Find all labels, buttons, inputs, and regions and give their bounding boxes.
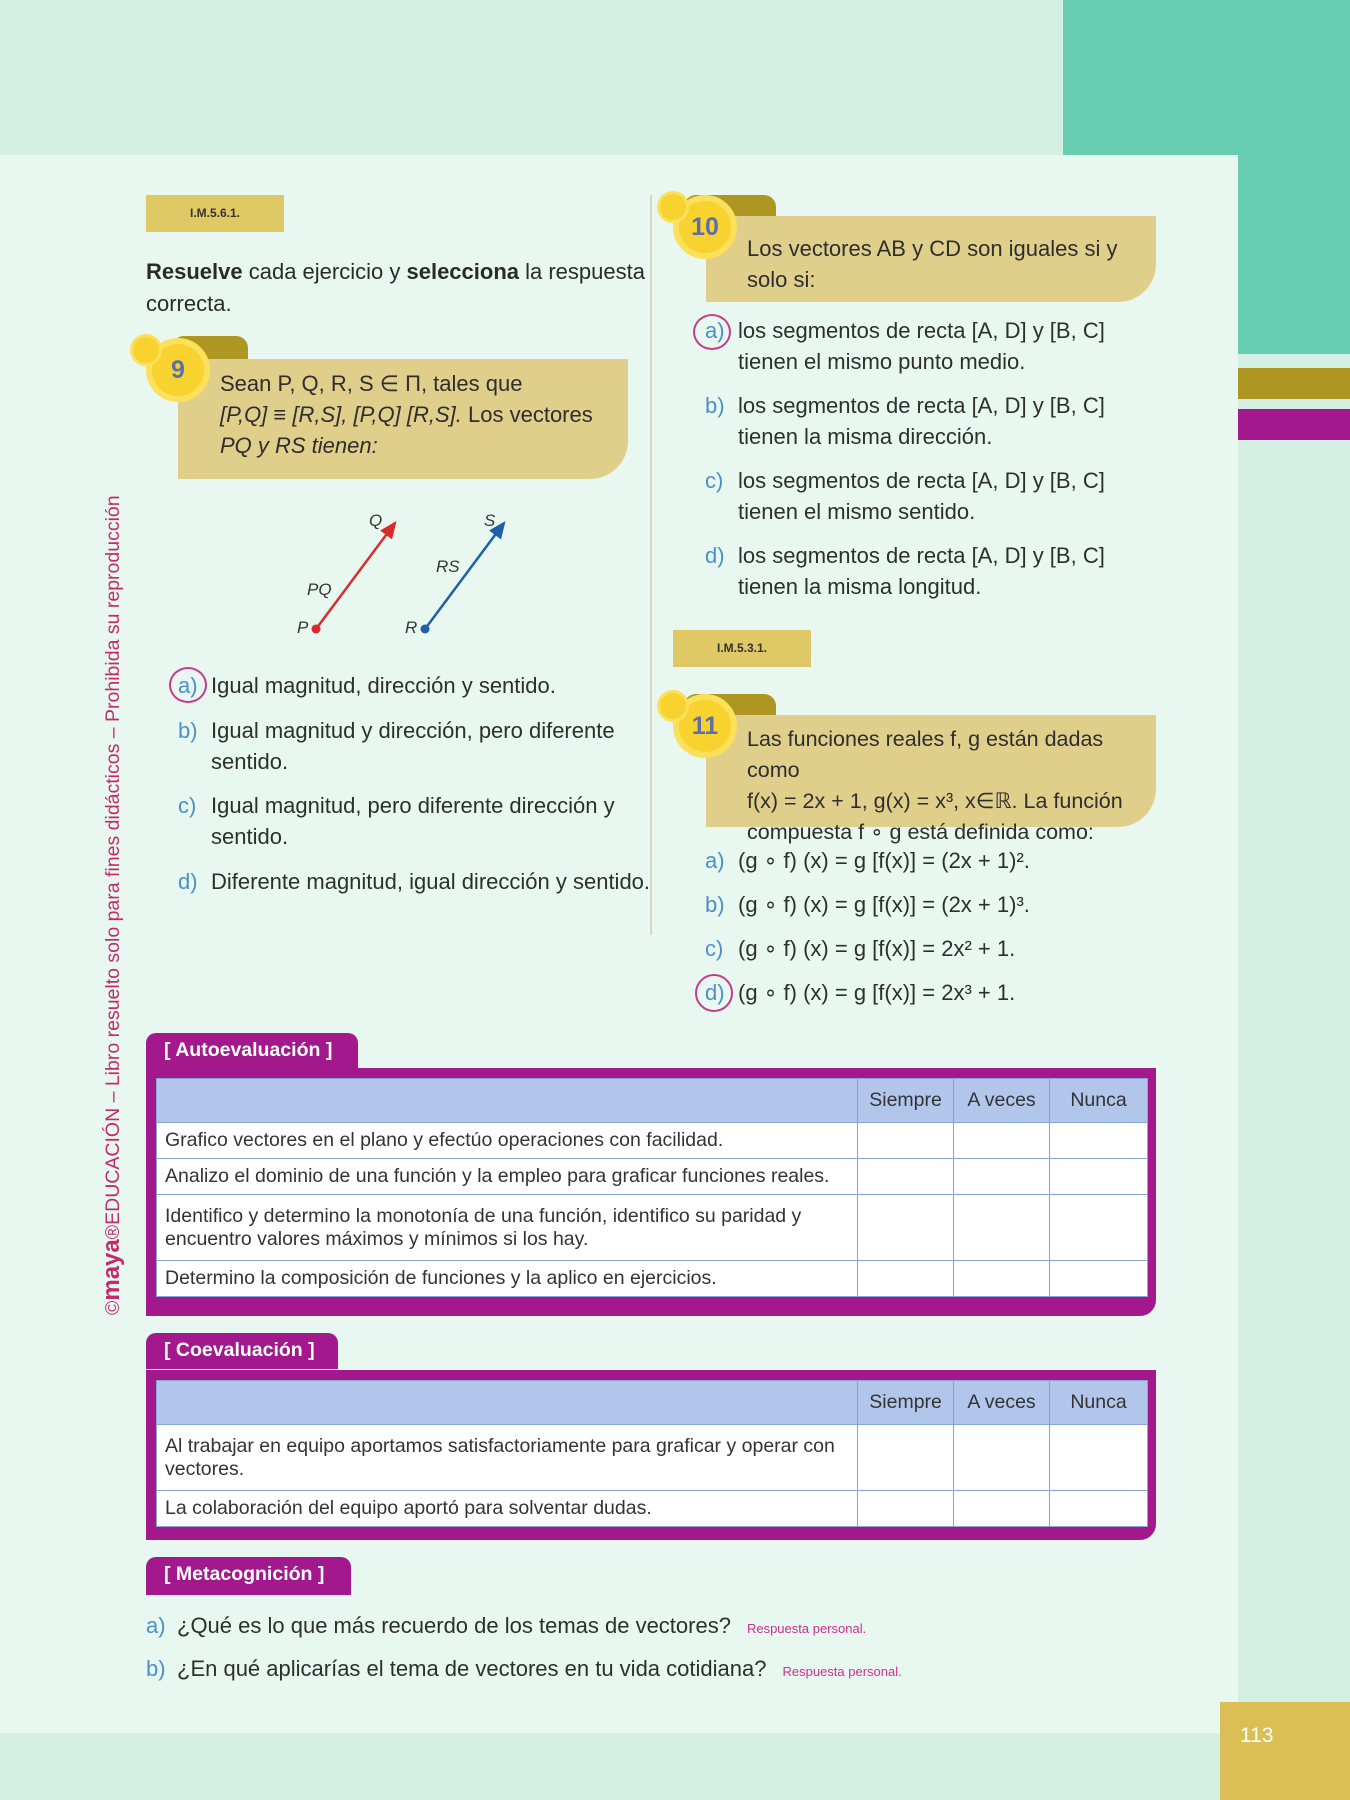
checkbox-cell[interactable] xyxy=(1050,1261,1148,1297)
label-r: R xyxy=(405,618,418,637)
table-row: Al trabajar en equipo aportamos satisfactoriamente para graficar y operar con vectores. xyxy=(157,1425,1148,1491)
q10-option-d[interactable]: d) los segmentos de recta [A, D] y [B, C] tienen la misma longitud. xyxy=(705,543,1105,599)
checkbox-cell[interactable] xyxy=(1050,1491,1148,1527)
answer-text: Respuesta personal. xyxy=(746,1621,867,1636)
checkbox-cell[interactable] xyxy=(1050,1195,1148,1261)
checkbox-cell[interactable] xyxy=(858,1261,954,1297)
column-divider xyxy=(650,195,652,935)
checkbox-cell[interactable] xyxy=(858,1491,954,1527)
q9-statement: Sean P, Q, R, S ∈ Π, tales que [P,Q] ≡ [R,S], [P,Q] [R,S]. Los vectores PQ y RS tienen: xyxy=(178,359,628,479)
label-rs: RS xyxy=(436,557,460,576)
q9-number-badge: 9 xyxy=(146,338,210,402)
checkbox-cell[interactable] xyxy=(954,1123,1050,1159)
header-a-veces: A veces xyxy=(954,1381,1050,1425)
label-s: S xyxy=(484,511,496,530)
table-row: Determino la composición de funciones y la aplico en ejercicios. xyxy=(157,1261,1148,1297)
vectors-figure xyxy=(280,500,540,650)
checkbox-cell[interactable] xyxy=(858,1159,954,1195)
header-blank xyxy=(157,1079,858,1123)
decor-olive-strip xyxy=(1238,368,1350,399)
point-p xyxy=(312,625,321,634)
skill-code-tag: I.M.5.6.1. xyxy=(146,195,284,232)
label-p: P xyxy=(297,618,309,637)
q9-option-a[interactable]: a) Igual magnitud, dirección y sentido. xyxy=(178,673,556,698)
q9-option-d[interactable]: d) Diferente magnitud, igual dirección y sentido. xyxy=(178,869,651,894)
q10-statement: Los vectores AB y CD son iguales si y solo si: xyxy=(706,216,1156,302)
table-row: La colaboración del equipo aportó para solventar dudas. xyxy=(157,1491,1148,1527)
header-siempre: Siempre xyxy=(858,1381,954,1425)
label-q: Q xyxy=(369,511,383,530)
decor-magenta-strip xyxy=(1238,409,1350,440)
q9-option-c[interactable]: c) Igual magnitud, pero diferente dirección y sentido. xyxy=(178,793,615,849)
coevaluacion-tab: [ Coevaluación ] xyxy=(146,1333,338,1369)
checkbox-cell[interactable] xyxy=(954,1425,1050,1491)
q11-statement: Las funciones reales f, g están dadas como f(x) = 2x + 1, g(x) = x³, x∈ℝ. La función compuesta f ∘ g está definida como: xyxy=(706,715,1156,827)
header-nunca: Nunca xyxy=(1050,1381,1148,1425)
vector-rs-arrow xyxy=(425,523,504,629)
coevaluacion-table xyxy=(156,1380,1148,1527)
autoevaluacion-tab: [ Autoevaluación ] xyxy=(146,1033,358,1069)
checkbox-cell[interactable] xyxy=(1050,1123,1148,1159)
table-row: Analizo el dominio de una función y la empleo para graficar funciones reales. xyxy=(157,1159,1148,1195)
q10-option-a[interactable]: a) los segmentos de recta [A, D] y [B, C] tienen el mismo punto medio. xyxy=(705,318,1105,374)
checkbox-cell[interactable] xyxy=(858,1425,954,1491)
autoevaluacion-table xyxy=(156,1078,1148,1297)
q11-number-badge: 11 xyxy=(673,694,737,758)
checkbox-cell[interactable] xyxy=(858,1195,954,1261)
checkbox-cell[interactable] xyxy=(954,1195,1050,1261)
checkbox-cell[interactable] xyxy=(954,1491,1050,1527)
checkbox-cell[interactable] xyxy=(954,1261,1050,1297)
metacognicion-tab: [ Metacognición ] xyxy=(146,1557,351,1595)
checkbox-cell[interactable] xyxy=(954,1159,1050,1195)
header-blank xyxy=(157,1381,858,1425)
q11-option-d[interactable]: d) (g ∘ f) (x) = g [f(x)] = 2x³ + 1. xyxy=(705,980,1016,1005)
checkbox-cell[interactable] xyxy=(1050,1425,1148,1491)
q9-option-b[interactable]: b) Igual magnitud y dirección, pero diferente sentido. xyxy=(178,718,615,774)
table-row: Grafico vectores en el plano y efectúo operaciones con facilidad. xyxy=(157,1123,1148,1159)
vector-pq-arrow xyxy=(316,523,395,629)
checkbox-cell[interactable] xyxy=(858,1123,954,1159)
header-nunca: Nunca xyxy=(1050,1079,1148,1123)
q10-option-b[interactable]: b) los segmentos de recta [A, D] y [B, C] tienen la misma dirección. xyxy=(705,393,1105,449)
q10-option-c[interactable]: c) los segmentos de recta [A, D] y [B, C] tienen el mismo sentido. xyxy=(705,468,1105,524)
table-row: Identifico y determino la monotonía de una función, identifico su paridad y encuentro valores máximos y mínimos si los hay. xyxy=(157,1195,1148,1261)
answer-text: Respuesta personal. xyxy=(782,1664,902,1679)
point-r xyxy=(421,625,430,634)
metacognicion-item-a: a) ¿Qué es lo que más recuerdo de los temas de vectores? Respuesta personal. xyxy=(146,1613,867,1638)
metacognicion-item-b: b) ¿En qué aplicarías el tema de vectores en tu vida cotidiana? Respuesta personal. xyxy=(146,1656,902,1681)
skill-code-tag-2: I.M.5.3.1. xyxy=(673,630,811,667)
header-siempre: Siempre xyxy=(858,1079,954,1123)
q11-option-c[interactable]: c) (g ∘ f) (x) = g [f(x)] = 2x² + 1. xyxy=(705,936,1016,961)
copyright-side-text: ©maya®EDUCACIÓN – Libro resuelto solo para fines didácticos – Prohibida su reproducción xyxy=(98,495,125,1315)
q11-option-a[interactable]: a) (g ∘ f) (x) = g [f(x)] = (2x + 1)². xyxy=(705,848,1030,873)
instructions: Resuelve cada ejercicio y selecciona la respuesta correcta. xyxy=(146,259,645,316)
header-a-veces: A veces xyxy=(954,1079,1050,1123)
label-pq: PQ xyxy=(307,580,332,599)
page-number: 113 xyxy=(1220,1702,1350,1800)
q10-number-badge: 10 xyxy=(673,195,737,259)
q11-option-b[interactable]: b) (g ∘ f) (x) = g [f(x)] = (2x + 1)³. xyxy=(705,892,1030,917)
checkbox-cell[interactable] xyxy=(1050,1159,1148,1195)
